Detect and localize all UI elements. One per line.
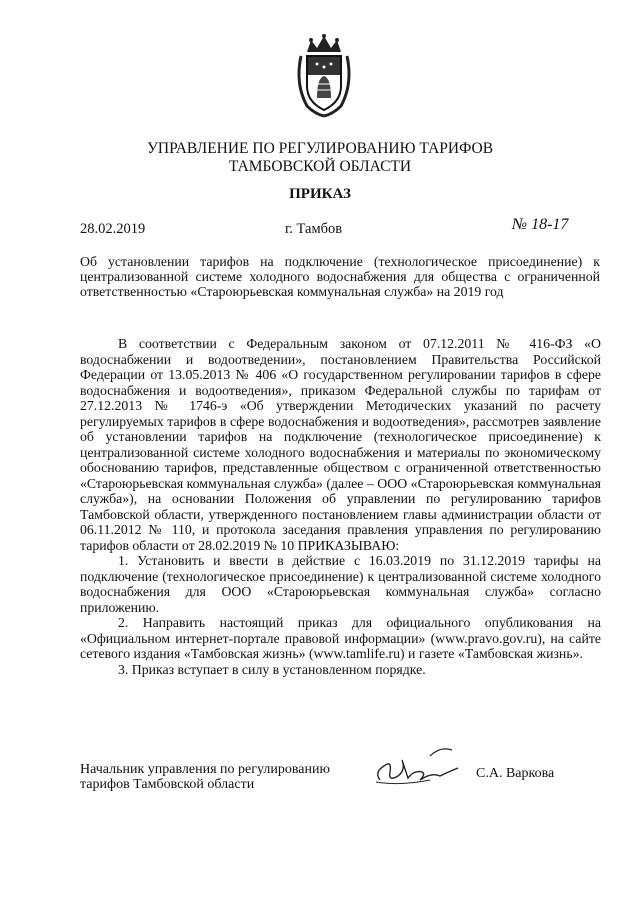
organization-line-1: УПРАВЛЕНИЕ ПО РЕГУЛИРОВАНИЮ ТАРИФОВ (146, 140, 494, 157)
signatory-name: С.А. Варкова (476, 766, 555, 781)
organization-line-2: ТАМБОВСКОЙ ОБЛАСТИ (228, 158, 412, 175)
document-type: ПРИКАЗ (289, 186, 351, 202)
document-number: № 18-17 (512, 216, 569, 233)
handwritten-signature (370, 742, 465, 787)
order-item-1: 1. Установить и ввести в действие с 16.03.2019 по 31.12.2019 тарифы на подключение (технологическое присоединение) к централизованной системе холодного водоснабжения для ООО «Староюрьевская коммунальная служба» согласно приложению. (80, 553, 601, 615)
document-date: 28.02.2019 (80, 221, 146, 237)
preamble-paragraph: В соответствии с Федеральным законом от 07.12.2011 № 416-ФЗ «О водоснабжении и водоотведении», постановлением Правительства Российской Федерации от 13.05.2013 № 406 «О государственном регулировании тарифов в сфере водоснабжения и водоотведения», приказом Федеральной службы по тарифам от 27.12.2013 № 1746-э «Об утверждении Методических указаний по расчету регулируемых тарифов в сфере водоснабжения и водоотведения», рассмотрев заявление об установлении тарифов на подключение (технологическое присоединение) к централизованной системе холодного водоснабжения и материалы по экономическому обоснованию тарифов, представленные обществом с ограниченной ответственностью «Староюрьевская коммунальная служба» (далее – ООО «Староюрьевская коммунальная служба»), на основании Положения об управлении по регулированию тарифов Тамбовской области, утвержденного постановлением главы администрации области от 06.11.2012 № 110, и протокола заседания правления управления по регулированию тарифов области от 28.02.2019 № 10 ПРИКАЗЫВАЮ: (80, 336, 601, 553)
document-city: г. Тамбов (285, 221, 343, 237)
signatory-position-line-1: Начальник управления по регулированию (80, 762, 330, 777)
organization-name (0, 140, 640, 176)
order-item-2: 2. Направить настоящий приказ для официального опубликования на «Официальном интернет-портале правовой информации» (www.pravo.gov.ru), на сайте сетевого издания «Тамбовская жизнь» (www.tamlife.ru) и газете «Тамбовская жизнь». (80, 615, 601, 661)
signatory-position-line-2: тарифов Тамбовской области (80, 777, 255, 792)
document-subject: Об установлении тарифов на подключение (технологическое присоединение) к централизованной системе холодного водоснабжения для общества с ограниченной ответственностью «Староюрьевская коммунальная служба» на 2019 год (80, 254, 600, 299)
document-body (80, 336, 601, 677)
order-item-3: 3. Приказ вступает в силу в установленном порядке. (118, 661, 426, 677)
signatory-position (80, 762, 330, 792)
coat-of-arms-icon (295, 34, 353, 118)
